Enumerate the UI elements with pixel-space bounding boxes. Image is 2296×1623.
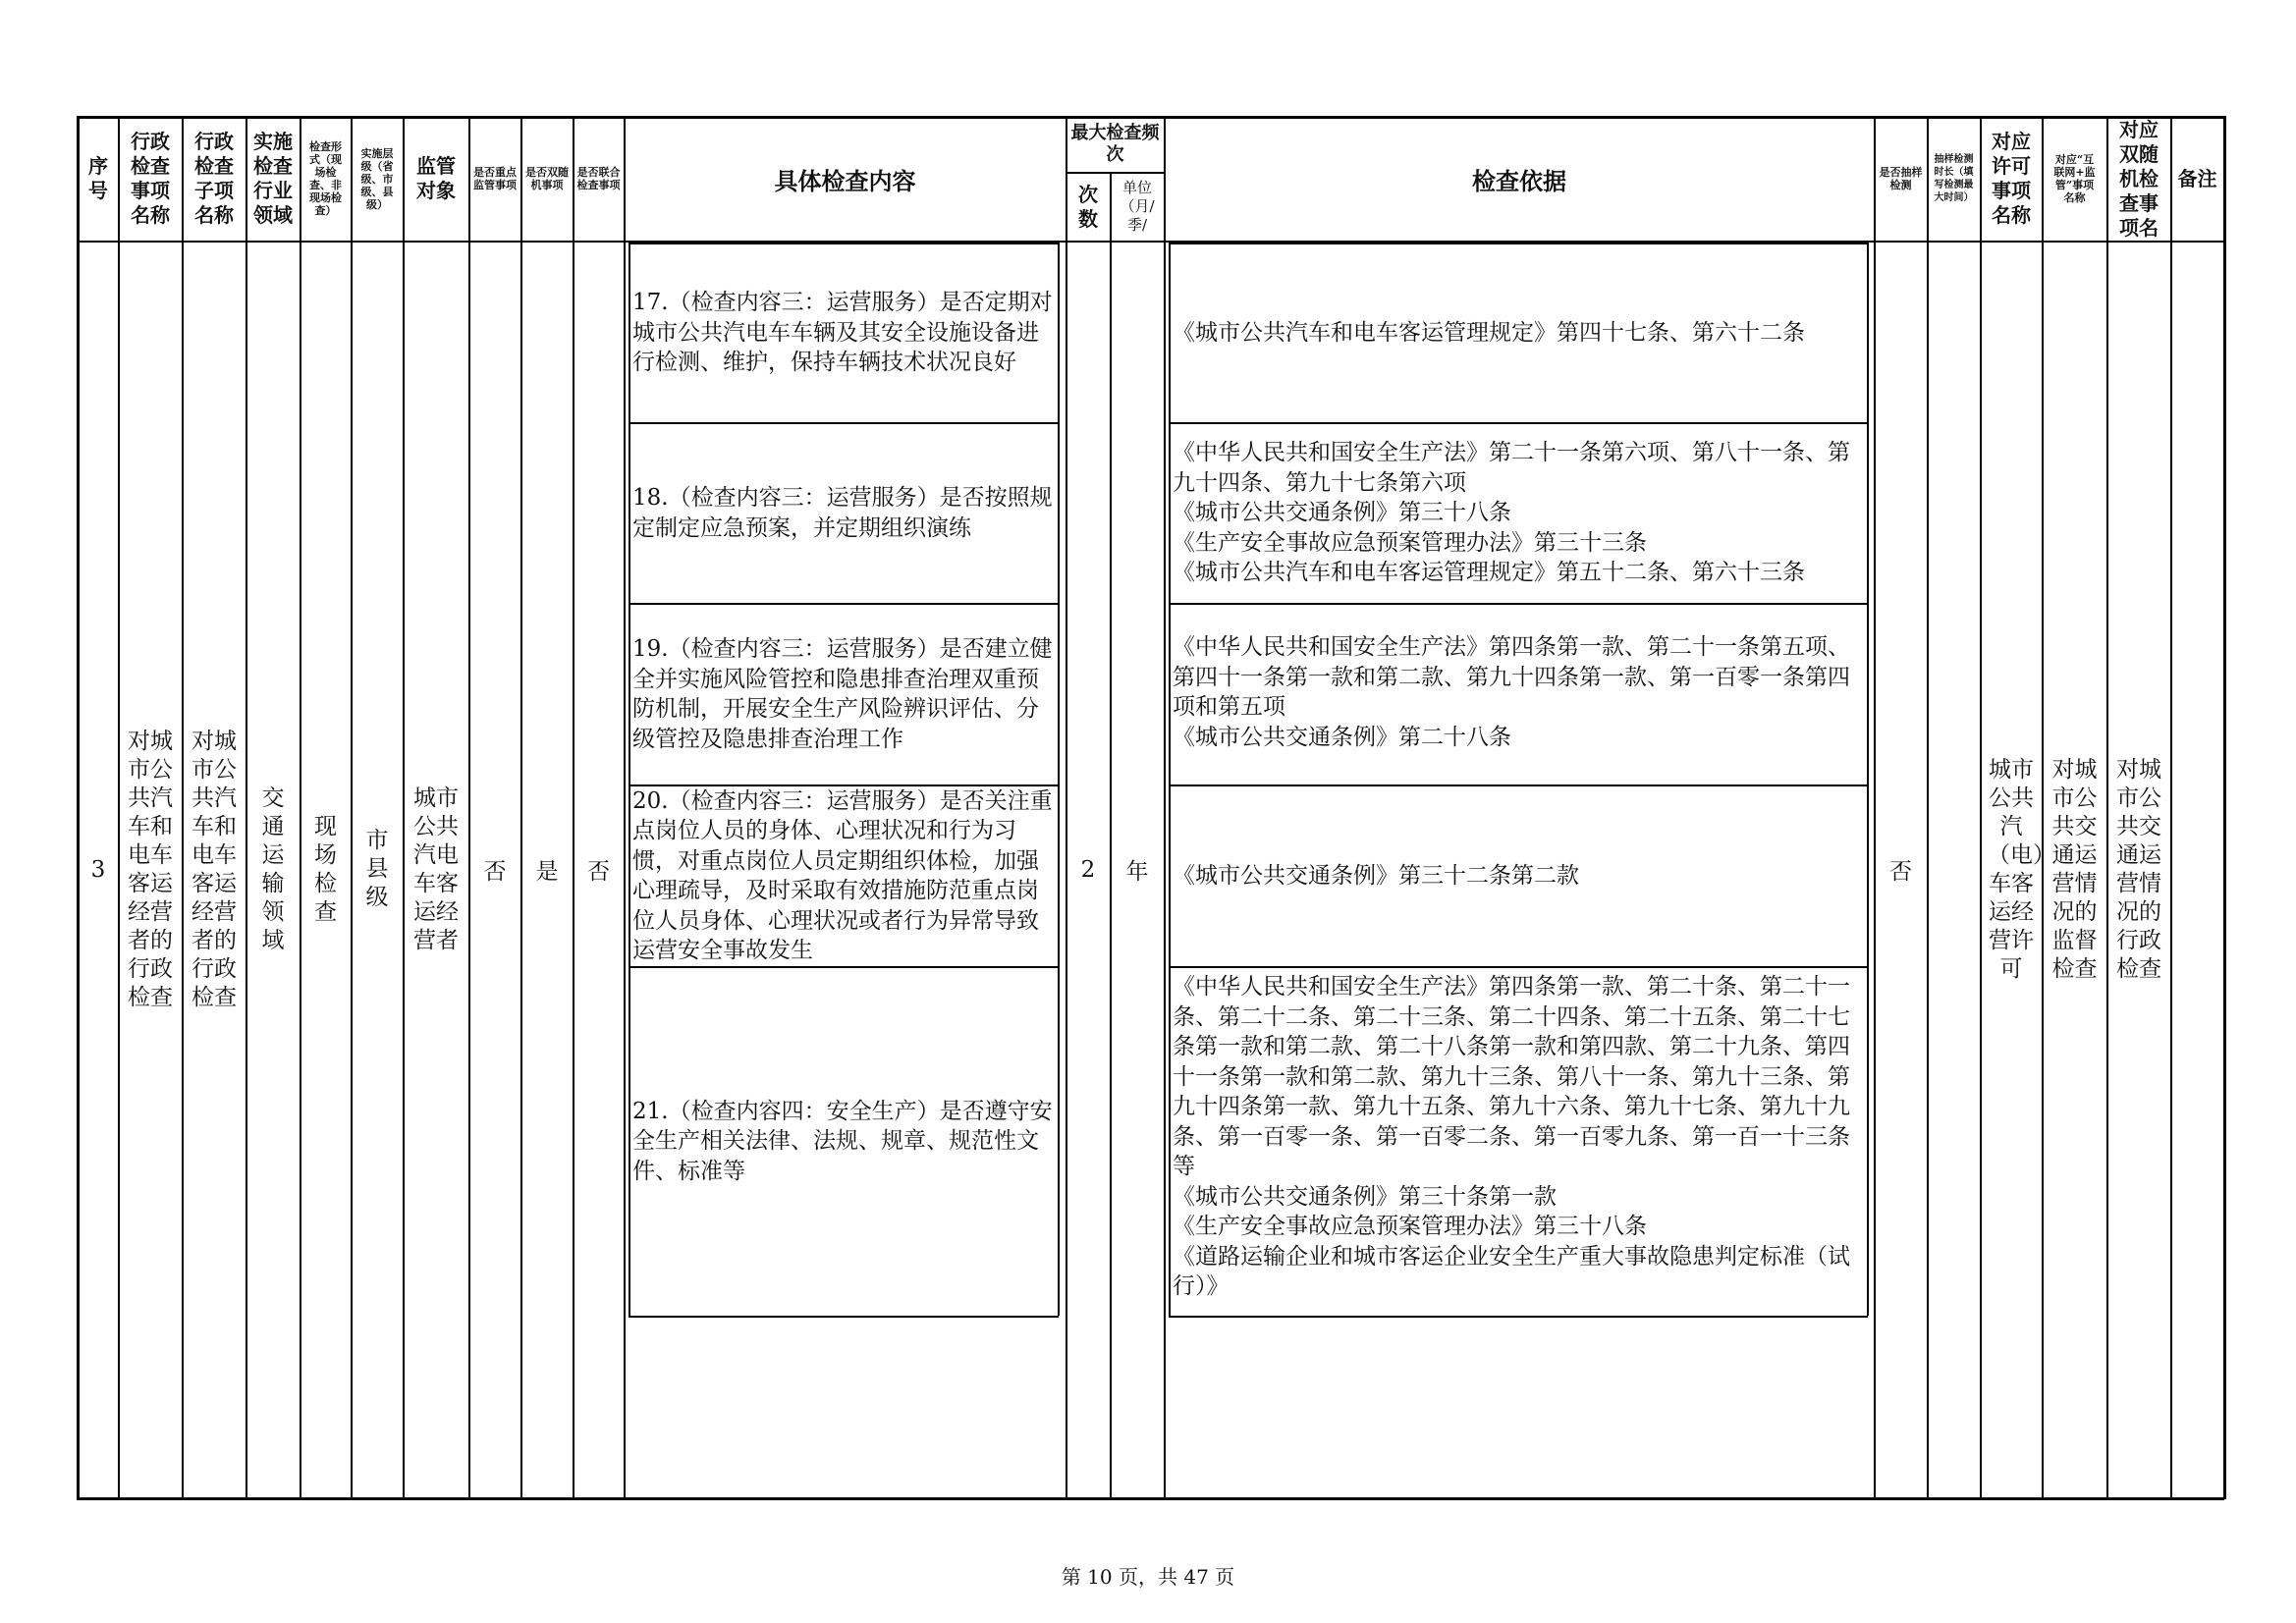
- basis-line: 《生产安全事故应急预案管理办法》第三十八条: [1173, 1214, 1647, 1239]
- content-box-bottom: [629, 1316, 1059, 1318]
- header-item-name: 行政检查事项名称: [131, 130, 170, 227]
- header-is-random: 是否双随机事项: [525, 166, 569, 191]
- basis-item-21: [1171, 972, 1866, 1314]
- basis-item-19: [1171, 632, 1866, 784]
- row-sub-item-name: 对城市公共汽车和电车客运经营者的行政检查: [191, 728, 237, 1010]
- header-content: 具体检查内容: [774, 166, 916, 195]
- content-item-19: 19.（检查内容三：运营服务）是否建立健全并实施风险管控和隐患排查治理双重预防机制，开展安全生产风险辨识评估、分级管控及隐患排查治理工作: [632, 636, 1053, 752]
- row-object: 城市公共汽电车客运经营者: [413, 784, 459, 953]
- row-check-form: 现场检查: [314, 813, 337, 925]
- row-seq: 3: [90, 856, 106, 883]
- basis-box-bottom: [1169, 1316, 1868, 1318]
- header-random-item: 对应双随机检查事项名: [2119, 117, 2159, 240]
- page-footer: 第 10 页，共 47 页: [1061, 1565, 1235, 1589]
- row-impl-level: 市县级: [365, 828, 389, 910]
- content-item-21: 21.（检查内容四：安全生产）是否遵守安全生产相关法律、法规、规章、规范性文件、标准等: [632, 1098, 1053, 1184]
- basis-line: 《城市公共交通条例》第二十八条: [1173, 724, 1511, 750]
- header-seq: 序号: [88, 154, 108, 202]
- basis-line: 《城市公共交通条例》第三十八条: [1173, 500, 1511, 526]
- row-is-joint: 否: [587, 859, 610, 885]
- header-impl-level: 实施层级（省级、市级、县级）: [360, 146, 394, 211]
- header-basis: 检查依据: [1472, 166, 1566, 195]
- header-sampling-time: 抽样检测时长（填写检测最大时间）: [1934, 154, 1974, 203]
- row-times: 2: [1080, 856, 1096, 883]
- basis-item-18: [1171, 424, 1866, 602]
- col-line-19: [2170, 116, 2172, 1498]
- header-is-joint: 是否联合检查事项: [576, 166, 621, 191]
- row-internet-item: 对城市公共交通运营情况的监督检查: [2051, 756, 2098, 982]
- header-industry: 实施检查行业领域: [253, 130, 293, 227]
- header-max-freq: 最大检查频次: [1070, 123, 1160, 165]
- basis-line: 《生产安全事故应急预案管理办法》第三十三条: [1173, 529, 1647, 556]
- header-is-key: 是否重点监管事项: [473, 166, 517, 191]
- row-random-item: 对城市公共交通运营情况的行政检查: [2116, 756, 2161, 982]
- row-license-item: 城市公共汽（电）车客运经营许可: [1988, 756, 2055, 982]
- row-is-key: 否: [483, 859, 507, 885]
- row-industry: 交通运输领域: [261, 784, 285, 953]
- basis-line: 《中华人民共和国安全生产法》第二十一条第六项、第八十一条、第九十四条、第九十七条第六项: [1173, 440, 1850, 496]
- row-item-name: 对城市公共汽车和电车客运经营者的行政检查: [128, 728, 173, 1010]
- basis-line: 《道路运输企业和城市客运企业安全生产重大事故隐患判定标准（试行）》: [1173, 1243, 1850, 1299]
- col-line-15: [1927, 116, 1929, 1498]
- content-item-18: 18.（检查内容三：运营服务）是否按照规定制定应急预案，并定期组织演练: [632, 485, 1053, 541]
- header-object: 监管对象: [416, 154, 456, 202]
- row-is-random: 是: [535, 859, 559, 885]
- basis-box-div-4: [1169, 966, 1868, 968]
- header-remark: 备注: [2177, 166, 2217, 190]
- basis-box-right: [1867, 243, 1869, 1316]
- col-line-0: [77, 116, 80, 1499]
- basis-item-17: [1171, 244, 1866, 421]
- basis-item-20: [1171, 786, 1866, 965]
- header-internet-item: 对应“互联网+监管”事项名称: [2053, 153, 2096, 204]
- basis-line: 《城市公共交通条例》第三十条第一款: [1173, 1183, 1557, 1210]
- content-box-right: [1058, 243, 1060, 1316]
- basis-box-div-2: [1169, 603, 1868, 605]
- basis-line: 《城市公共交通条例》第三十二条第二款: [1173, 862, 1579, 889]
- row-is-sampling: 否: [1889, 859, 1912, 885]
- header-check-form: 检查形式（现场检查、非现场检查）: [309, 140, 342, 217]
- header-sub-item-name: 行政检查子项名称: [194, 130, 234, 227]
- col-line-20: [2223, 116, 2226, 1499]
- header-is-sampling: 是否抽样检测: [1879, 166, 1923, 191]
- basis-line: 《城市公共汽车和电车客运管理规定》第五十二条、第六十三条: [1173, 560, 1805, 586]
- col-line-10: [624, 116, 626, 1498]
- col-line-13: [1164, 116, 1166, 1498]
- header-times: 次数: [1078, 182, 1098, 231]
- row-unit: 年: [1125, 859, 1149, 885]
- header-license-item: 对应许可事项名称: [1992, 130, 2031, 227]
- content-item-20: 20.（检查内容三：运营服务）是否关注重点岗位人员的身体、心理状况和行为习惯，对重点岗位人员定期组织体检，加强心理疏导，及时采取有效措施防范重点岗位人员身体、心理状况或者行为异常导致运营安全事故发生: [632, 787, 1053, 963]
- table-bottom-border: [77, 1497, 2224, 1500]
- basis-line: 《城市公共汽车和电车客运管理规定》第四十七条、第六十二条: [1173, 319, 1805, 346]
- basis-line: 《中华人民共和国安全生产法》第四条第一款、第二十一条第五项、第四十一条第一款和第二款、第九十四条第一款、第一百零一条第四项和第五项: [1173, 634, 1850, 720]
- header-unit: 单位（月/季/: [1120, 179, 1155, 234]
- basis-line: 《中华人民共和国安全生产法》第四条第一款、第二十条、第二十一条、第二十二条、第二十三条、第二十四条、第二十五条、第二十七条第一款和第二款、第二十八条第一款和第四款、第二十九条、第四十一条第一款和第二款、第九十三条、第八十一条、第九十三条、第九十四条第一款、第九十五条、第九十六条、第九十七条、第九十九条、第一百零一条、第一百零二条、第一百零九条、第一百一十三条等: [1173, 974, 1850, 1179]
- content-item-17: 17.（检查内容三：运营服务）是否定期对城市公共汽电车车辆及其安全设施设备进行检测、维护，保持车辆技术状况良好: [632, 290, 1053, 376]
